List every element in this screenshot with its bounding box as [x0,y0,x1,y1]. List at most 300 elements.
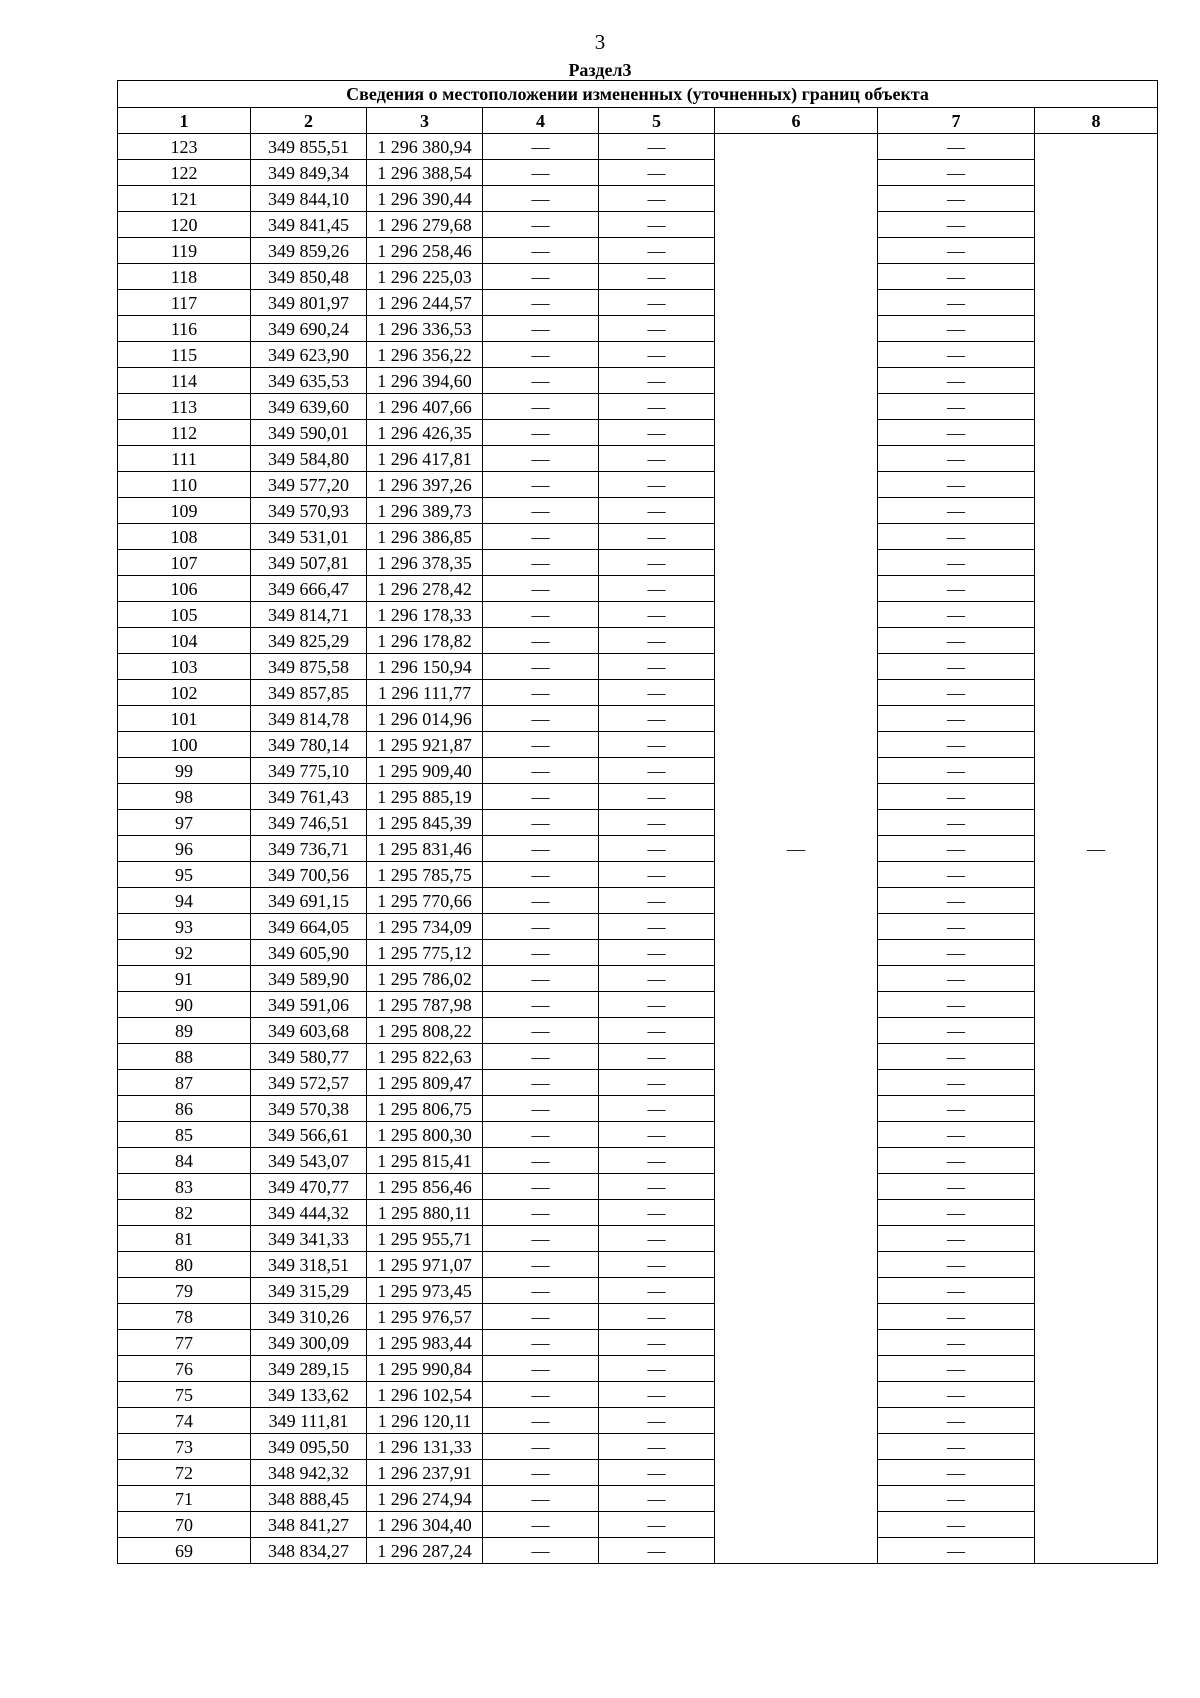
y-coordinate-cell: 1 296 380,94 [367,134,483,160]
point-number-cell: 108 [118,524,251,550]
y-coordinate-cell: 1 295 909,40 [367,758,483,784]
column-5-cell: — [599,576,715,602]
column-7-cell: — [878,1200,1035,1226]
column-4-cell: — [483,446,599,472]
point-number-cell: 120 [118,212,251,238]
table-row [118,576,1158,602]
x-coordinate-cell: 349 700,56 [251,862,367,888]
column-5-cell: — [599,914,715,940]
column-4-cell: — [483,1200,599,1226]
table-row [118,1252,1158,1278]
table-row [118,290,1158,316]
table-row [118,602,1158,628]
x-coordinate-cell: 349 095,50 [251,1434,367,1460]
column-4-cell: — [483,1018,599,1044]
column-7-cell: — [878,1304,1035,1330]
column-7-cell: — [878,290,1035,316]
column-5-cell: — [599,810,715,836]
x-coordinate-cell: 349 300,09 [251,1330,367,1356]
table-body [118,134,1158,1564]
column-4-cell: — [483,654,599,680]
column-7-cell: — [878,316,1035,342]
x-coordinate-cell: 349 572,57 [251,1070,367,1096]
column-5-cell: — [599,1486,715,1512]
x-coordinate-cell: 349 589,90 [251,966,367,992]
column-7-cell: — [878,706,1035,732]
point-number-cell: 122 [118,160,251,186]
column-header: 2 [251,108,367,134]
column-7-cell: — [878,1486,1035,1512]
x-coordinate-cell: 349 590,01 [251,420,367,446]
column-4-cell: — [483,472,599,498]
point-number-cell: 111 [118,446,251,472]
column-5-cell: — [599,1252,715,1278]
y-coordinate-cell: 1 296 225,03 [367,264,483,290]
x-coordinate-cell: 349 605,90 [251,940,367,966]
column-7-cell: — [878,1434,1035,1460]
point-number-cell: 117 [118,290,251,316]
column-4-cell: — [483,862,599,888]
column-5-cell: — [599,394,715,420]
table-row [118,1408,1158,1434]
column-5-cell: — [599,966,715,992]
table-row [118,212,1158,238]
table-row [118,498,1158,524]
y-coordinate-cell: 1 296 407,66 [367,394,483,420]
column-header: 7 [878,108,1035,134]
column-4-cell: — [483,212,599,238]
x-coordinate-cell: 349 664,05 [251,914,367,940]
y-coordinate-cell: 1 295 775,12 [367,940,483,966]
y-coordinate-cell: 1 295 921,87 [367,732,483,758]
table-row [118,966,1158,992]
column-7-cell: — [878,498,1035,524]
point-number-cell: 88 [118,1044,251,1070]
column-5-cell: — [599,446,715,472]
x-coordinate-cell: 349 690,24 [251,316,367,342]
column-7-cell: — [878,134,1035,160]
column-4-cell: — [483,550,599,576]
column-5-cell: — [599,524,715,550]
column-4-cell: — [483,1226,599,1252]
column-5-cell: — [599,186,715,212]
column-5-cell: — [599,212,715,238]
column-7-cell: — [878,1018,1035,1044]
y-coordinate-cell: 1 296 394,60 [367,368,483,394]
x-coordinate-cell: 349 814,78 [251,706,367,732]
column-header: 3 [367,108,483,134]
table-row [118,420,1158,446]
y-coordinate-cell: 1 296 274,94 [367,1486,483,1512]
column-header: 6 [715,108,878,134]
y-coordinate-cell: 1 296 304,40 [367,1512,483,1538]
point-number-cell: 103 [118,654,251,680]
column-5-cell: — [599,550,715,576]
column-7-cell: — [878,1096,1035,1122]
table-row [118,1434,1158,1460]
column-7-cell: — [878,992,1035,1018]
y-coordinate-cell: 1 295 955,71 [367,1226,483,1252]
table-row [118,394,1158,420]
x-coordinate-cell: 349 850,48 [251,264,367,290]
point-number-cell: 107 [118,550,251,576]
table-row [118,1122,1158,1148]
point-number-cell: 102 [118,680,251,706]
column-7-cell: — [878,524,1035,550]
y-coordinate-cell: 1 295 880,11 [367,1200,483,1226]
point-number-cell: 106 [118,576,251,602]
column-5-cell: — [599,1538,715,1564]
column-number-row [118,108,1158,134]
column-4-cell: — [483,1070,599,1096]
column-4-cell: — [483,342,599,368]
table-row [118,134,1158,160]
y-coordinate-cell: 1 296 278,42 [367,576,483,602]
point-number-cell: 96 [118,836,251,862]
y-coordinate-cell: 1 295 815,41 [367,1148,483,1174]
table-row [118,992,1158,1018]
y-coordinate-cell: 1 296 258,46 [367,238,483,264]
x-coordinate-cell: 348 942,32 [251,1460,367,1486]
column-5-cell: — [599,758,715,784]
y-coordinate-cell: 1 295 983,44 [367,1330,483,1356]
column-5-cell: — [599,134,715,160]
table-row [118,1226,1158,1252]
column-4-cell: — [483,680,599,706]
column-5-cell: — [599,1434,715,1460]
x-coordinate-cell: 349 780,14 [251,732,367,758]
column-7-cell: — [878,836,1035,862]
point-number-cell: 99 [118,758,251,784]
table-row [118,1304,1158,1330]
column-5-cell: — [599,732,715,758]
column-7-cell: — [878,576,1035,602]
column-7-cell: — [878,1408,1035,1434]
x-coordinate-cell: 349 111,81 [251,1408,367,1434]
point-number-cell: 74 [118,1408,251,1434]
table-row [118,628,1158,654]
y-coordinate-cell: 1 296 287,24 [367,1538,483,1564]
table-row [118,1018,1158,1044]
column-5-cell: — [599,1460,715,1486]
point-number-cell: 82 [118,1200,251,1226]
point-number-cell: 100 [118,732,251,758]
x-coordinate-cell: 349 857,85 [251,680,367,706]
column-7-cell: — [878,966,1035,992]
point-number-cell: 123 [118,134,251,160]
x-coordinate-cell: 349 844,10 [251,186,367,212]
column-4-cell: — [483,732,599,758]
point-number-cell: 92 [118,940,251,966]
point-number-cell: 86 [118,1096,251,1122]
x-coordinate-cell: 349 635,53 [251,368,367,394]
y-coordinate-cell: 1 295 976,57 [367,1304,483,1330]
column-5-cell: — [599,1044,715,1070]
y-coordinate-cell: 1 296 178,82 [367,628,483,654]
y-coordinate-cell: 1 296 150,94 [367,654,483,680]
column-5-cell: — [599,1356,715,1382]
y-coordinate-cell: 1 295 800,30 [367,1122,483,1148]
y-coordinate-cell: 1 296 386,85 [367,524,483,550]
column-5-cell: — [599,1018,715,1044]
column-5-cell: — [599,680,715,706]
table-row [118,940,1158,966]
column-7-cell: — [878,212,1035,238]
column-4-cell: — [483,1278,599,1304]
column-4-cell: — [483,1252,599,1278]
point-number-cell: 80 [118,1252,251,1278]
column-7-cell: — [878,1122,1035,1148]
column-4-cell: — [483,914,599,940]
y-coordinate-cell: 1 295 809,47 [367,1070,483,1096]
x-coordinate-cell: 349 859,26 [251,238,367,264]
column-7-cell: — [878,1148,1035,1174]
column-4-cell: — [483,1512,599,1538]
column-7-cell: — [878,1070,1035,1096]
y-coordinate-cell: 1 296 111,77 [367,680,483,706]
column-7-cell: — [878,628,1035,654]
x-coordinate-cell: 349 315,29 [251,1278,367,1304]
column-7-cell: — [878,1512,1035,1538]
column-4-cell: — [483,1382,599,1408]
point-number-cell: 95 [118,862,251,888]
column-7-cell: — [878,862,1035,888]
point-number-cell: 93 [118,914,251,940]
column-5-cell: — [599,784,715,810]
x-coordinate-cell: 349 470,77 [251,1174,367,1200]
column-5-cell: — [599,1122,715,1148]
table-row [118,1382,1158,1408]
y-coordinate-cell: 1 296 417,81 [367,446,483,472]
column-header: 8 [1035,108,1158,134]
column-4-cell: — [483,160,599,186]
column-7-cell: — [878,1356,1035,1382]
y-coordinate-cell: 1 296 397,26 [367,472,483,498]
table-row [118,1278,1158,1304]
x-coordinate-cell: 349 761,43 [251,784,367,810]
point-number-cell: 110 [118,472,251,498]
column-7-cell: — [878,160,1035,186]
column-7-cell: — [878,1538,1035,1564]
y-coordinate-cell: 1 296 356,22 [367,342,483,368]
point-number-cell: 114 [118,368,251,394]
column-6-merged-cell: — [715,134,878,1564]
column-5-cell: — [599,888,715,914]
column-4-cell: — [483,1174,599,1200]
column-7-cell: — [878,1330,1035,1356]
column-header: 1 [118,108,251,134]
table-row [118,758,1158,784]
x-coordinate-cell: 349 825,29 [251,628,367,654]
column-4-cell: — [483,290,599,316]
x-coordinate-cell: 349 570,38 [251,1096,367,1122]
x-coordinate-cell: 349 543,07 [251,1148,367,1174]
y-coordinate-cell: 1 295 885,19 [367,784,483,810]
x-coordinate-cell: 349 814,71 [251,602,367,628]
column-5-cell: — [599,160,715,186]
column-4-cell: — [483,836,599,862]
point-number-cell: 69 [118,1538,251,1564]
table-row [118,784,1158,810]
column-7-cell: — [878,238,1035,264]
table-row [118,654,1158,680]
table-row [118,1044,1158,1070]
column-5-cell: — [599,654,715,680]
column-7-cell: — [878,420,1035,446]
table-row [118,1174,1158,1200]
column-7-cell: — [878,1382,1035,1408]
column-7-cell: — [878,368,1035,394]
y-coordinate-cell: 1 295 806,75 [367,1096,483,1122]
point-number-cell: 98 [118,784,251,810]
x-coordinate-cell: 349 801,97 [251,290,367,316]
column-4-cell: — [483,1356,599,1382]
y-coordinate-cell: 1 296 388,54 [367,160,483,186]
table-row [118,810,1158,836]
table-row [118,316,1158,342]
x-coordinate-cell: 349 666,47 [251,576,367,602]
column-7-cell: — [878,264,1035,290]
table-row [118,862,1158,888]
point-number-cell: 113 [118,394,251,420]
y-coordinate-cell: 1 295 845,39 [367,810,483,836]
point-number-cell: 104 [118,628,251,654]
column-7-cell: — [878,1460,1035,1486]
table-row [118,1330,1158,1356]
y-coordinate-cell: 1 296 336,53 [367,316,483,342]
point-number-cell: 71 [118,1486,251,1512]
y-coordinate-cell: 1 296 426,35 [367,420,483,446]
column-4-cell: — [483,810,599,836]
column-4-cell: — [483,628,599,654]
column-4-cell: — [483,758,599,784]
table-row [118,264,1158,290]
y-coordinate-cell: 1 296 244,57 [367,290,483,316]
column-4-cell: — [483,1408,599,1434]
x-coordinate-cell: 349 746,51 [251,810,367,836]
column-4-cell: — [483,992,599,1018]
y-coordinate-cell: 1 296 389,73 [367,498,483,524]
table-row [118,342,1158,368]
x-coordinate-cell: 349 775,10 [251,758,367,784]
point-number-cell: 79 [118,1278,251,1304]
x-coordinate-cell: 348 834,27 [251,1538,367,1564]
point-number-cell: 76 [118,1356,251,1382]
point-number-cell: 119 [118,238,251,264]
column-5-cell: — [599,1148,715,1174]
table-row [118,1148,1158,1174]
column-5-cell: — [599,1408,715,1434]
column-7-cell: — [878,758,1035,784]
y-coordinate-cell: 1 295 856,46 [367,1174,483,1200]
column-5-cell: — [599,940,715,966]
y-coordinate-cell: 1 295 770,66 [367,888,483,914]
column-4-cell: — [483,706,599,732]
table-row [118,1096,1158,1122]
point-number-cell: 83 [118,1174,251,1200]
point-number-cell: 85 [118,1122,251,1148]
column-5-cell: — [599,1200,715,1226]
column-7-cell: — [878,940,1035,966]
column-4-cell: — [483,316,599,342]
x-coordinate-cell: 349 580,77 [251,1044,367,1070]
y-coordinate-cell: 1 295 822,63 [367,1044,483,1070]
column-4-cell: — [483,966,599,992]
column-5-cell: — [599,342,715,368]
y-coordinate-cell: 1 296 279,68 [367,212,483,238]
column-4-cell: — [483,576,599,602]
point-number-cell: 72 [118,1460,251,1486]
column-4-cell: — [483,1538,599,1564]
table-row [118,160,1158,186]
x-coordinate-cell: 349 603,68 [251,1018,367,1044]
y-coordinate-cell: 1 295 785,75 [367,862,483,888]
point-number-cell: 90 [118,992,251,1018]
column-7-cell: — [878,602,1035,628]
x-coordinate-cell: 349 531,01 [251,524,367,550]
column-5-cell: — [599,706,715,732]
column-4-cell: — [483,1122,599,1148]
column-7-cell: — [878,1174,1035,1200]
x-coordinate-cell: 349 849,34 [251,160,367,186]
column-5-cell: — [599,238,715,264]
y-coordinate-cell: 1 296 120,11 [367,1408,483,1434]
x-coordinate-cell: 348 841,27 [251,1512,367,1538]
column-7-cell: — [878,1278,1035,1304]
column-4-cell: — [483,420,599,446]
table-row [118,1356,1158,1382]
column-4-cell: — [483,888,599,914]
point-number-cell: 78 [118,1304,251,1330]
column-7-cell: — [878,446,1035,472]
column-7-cell: — [878,914,1035,940]
column-4-cell: — [483,238,599,264]
column-5-cell: — [599,472,715,498]
x-coordinate-cell: 349 584,80 [251,446,367,472]
x-coordinate-cell: 349 507,81 [251,550,367,576]
column-5-cell: — [599,836,715,862]
column-4-cell: — [483,524,599,550]
column-7-cell: — [878,732,1035,758]
column-7-cell: — [878,550,1035,576]
column-5-cell: — [599,290,715,316]
y-coordinate-cell: 1 295 808,22 [367,1018,483,1044]
point-number-cell: 121 [118,186,251,212]
point-number-cell: 87 [118,1070,251,1096]
x-coordinate-cell: 349 875,58 [251,654,367,680]
column-7-cell: — [878,888,1035,914]
x-coordinate-cell: 349 691,15 [251,888,367,914]
x-coordinate-cell: 349 736,71 [251,836,367,862]
column-header: 4 [483,108,599,134]
y-coordinate-cell: 1 295 973,45 [367,1278,483,1304]
table-row [118,732,1158,758]
column-7-cell: — [878,394,1035,420]
y-coordinate-cell: 1 295 734,09 [367,914,483,940]
y-coordinate-cell: 1 296 237,91 [367,1460,483,1486]
column-4-cell: — [483,940,599,966]
point-number-cell: 75 [118,1382,251,1408]
y-coordinate-cell: 1 295 990,84 [367,1356,483,1382]
column-5-cell: — [599,862,715,888]
x-coordinate-cell: 349 310,26 [251,1304,367,1330]
column-5-cell: — [599,498,715,524]
point-number-cell: 73 [118,1434,251,1460]
point-number-cell: 97 [118,810,251,836]
point-number-cell: 81 [118,1226,251,1252]
table-row [118,888,1158,914]
x-coordinate-cell: 349 623,90 [251,342,367,368]
